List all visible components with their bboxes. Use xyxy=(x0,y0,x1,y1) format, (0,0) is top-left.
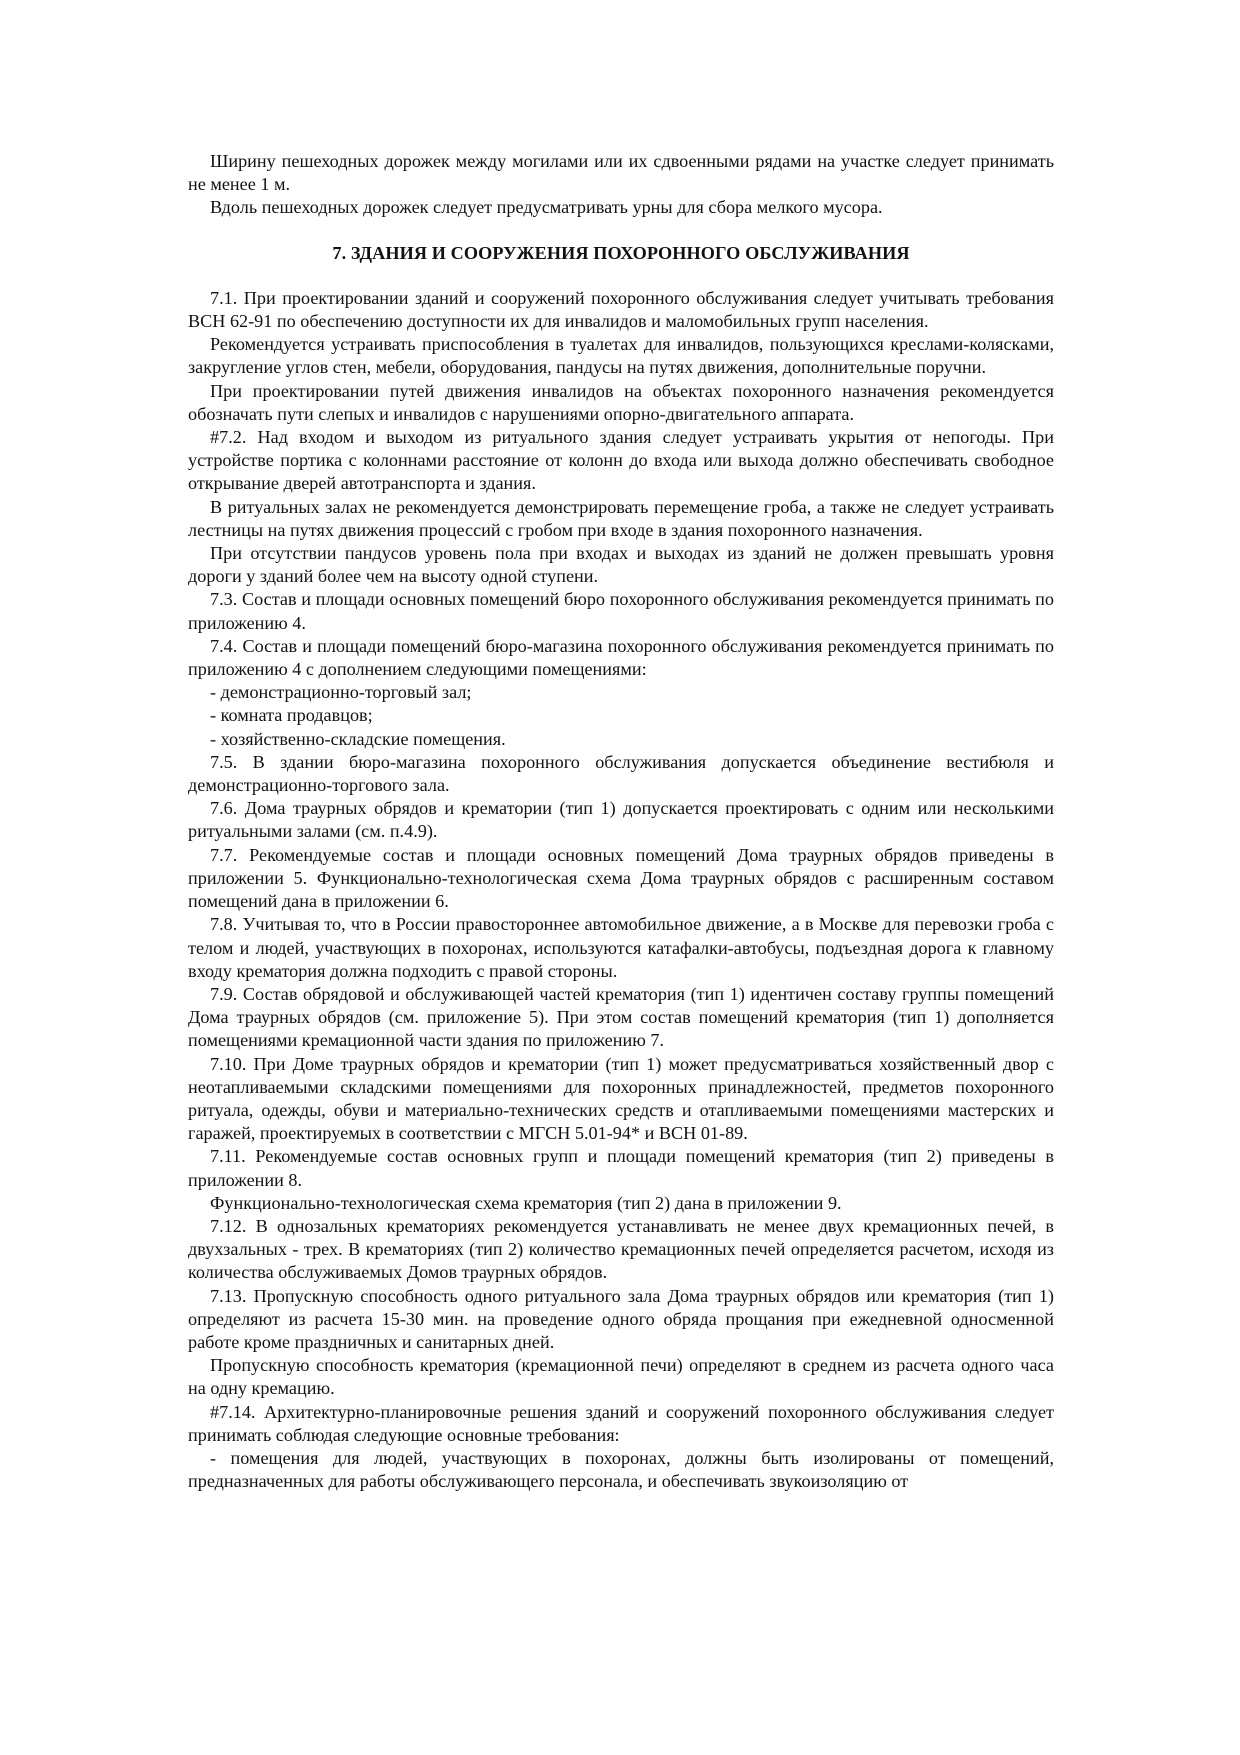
paragraph-movement-paths: При проектировании путей движения инвалидов на объектах похоронного назначения рекомендуется обозначать пути слепых и инвалидов с нарушениями опорно-двигательного аппарата. xyxy=(188,380,1054,424)
paragraph-7-12: 7.12. В однозальных крематориях рекомендуется устанавливать не менее двух кремационных печей, в двухзальных - трех. В крематориях (тип 2) количество кремационных печей определяется расчетом, исходя из количества обслуживаемых Домов траурных обрядов. xyxy=(188,1215,1054,1283)
intro-paragraph-1: Ширину пешеходных дорожек между могилами или их сдвоенными рядами на участке следует принимать не менее 1 м. xyxy=(188,151,1054,195)
section-title: 7. ЗДАНИЯ И СООРУЖЕНИЯ ПОХОРОННОГО ОБСЛУЖИВАНИЯ xyxy=(332,242,910,263)
paragraph-7-13: 7.13. Пропускную способность одного ритуального зала Дома траурных обрядов или крематория (тип 1) определяют из расчета 15-30 мин. на проведение одного обряда прощания при ежедневной односменной работе кроме праздничных и санитарных дней. xyxy=(188,1285,1054,1352)
paragraph-floor-level: При отсутствии пандусов уровень пола при входах и выходах из зданий не должен превышать уровня дороги у зданий более чем на высоту одной ступени. xyxy=(188,543,1054,587)
paragraph-ritual-halls: В ритуальных залах не рекомендуется демонстрировать перемещение гроба, а также не следует устраивать лестницы на путях движения процессий с гробом при входе в здания похоронного назначения. xyxy=(188,496,1054,540)
paragraph-7-4: 7.4. Состав и площади помещений бюро-магазина похоронного обслуживания рекомендуется принимать по приложению 4 с дополнением следующими помещениями: xyxy=(188,635,1054,680)
paragraph-7-6: 7.6. Дома траурных обрядов и крематории (тип 1) допускается проектировать с одним или несколькими ритуальными залами (см. п.4.9). xyxy=(188,798,1054,842)
list-item-storage: - хозяйственно-складские помещения. xyxy=(210,728,506,749)
paragraph-7-9: 7.9. Состав обрядовой и обслуживающей частей крематория (тип 1) идентичен составу группы помещений Дома траурных обрядов (см. приложение 5). При этом состав помещений крематория (тип 1) дополняется помещениями кремационной части здания по приложению 7. xyxy=(188,983,1054,1051)
list-item-showroom: - демонстрационно-торговый зал; xyxy=(210,682,472,703)
paragraph-accessibility-devices: Рекомендуется устраивать приспособления в туалетах для инвалидов, пользующихся креслами-колясками, закругление углов стен, мебели, оборудования, пандусы на путях движения, дополнительные поручни. xyxy=(188,334,1054,378)
paragraph-scheme-type-2: Функционально-технологическая схема крематория (тип 2) дана в приложении 9. xyxy=(210,1192,842,1213)
paragraph-7-10: 7.10. При Доме траурных обрядов и крематории (тип 1) может предусматриваться хозяйственный двор с неотапливаемыми складскими помещениями для похоронных принадлежностей, предметов похоронного ритуала, одежды, обуви и материально-технических средств и отапливаемыми помещениями мастерских и гаражей, проектируемых в соответствии с МГСН 5.01-94* и ВСН 01-89. xyxy=(188,1053,1054,1144)
document-page xyxy=(188,150,1054,1493)
paragraph-7-2: #7.2. Над входом и выходом из ритуального здания следует устраивать укрытия от непогоды. При устройстве портика с колоннами расстояние от колонн до входа или выхода должно обеспечивать свободное открывание дверей автотранспорта и здания. xyxy=(188,427,1054,494)
intro-paragraph-2: Вдоль пешеходных дорожек следует предусматривать урны для сбора мелкого мусора. xyxy=(210,197,883,218)
list-item-sellers-room: - комната продавцов; xyxy=(210,705,373,726)
paragraph-7-11: 7.11. Рекомендуемые состав основных групп и площади помещений крематория (тип 2) приведены в приложении 8. xyxy=(188,1146,1054,1190)
paragraph-7-8: 7.8. Учитывая то, что в России правостороннее автомобильное движение, а в Москве для перевозки гроба с телом и людей, участвующих в похоронах, используются катафалки-автобусы, подъездная дорога к главному входу крематория должна подходить с правой стороны. xyxy=(188,914,1054,981)
paragraph-7-5: 7.5. В здании бюро-магазина похоронного обслуживания допускается объединение вестибюля и демонстрационно-торгового зала. xyxy=(188,751,1054,796)
paragraph-7-14: #7.14. Архитектурно-планировочные решения зданий и сооружений похоронного обслуживания следует принимать соблюдая следующие основные требования: xyxy=(188,1401,1054,1445)
list-item-isolated-rooms: - помещения для людей, участвующих в похоронах, должны быть изолированы от помещений, предназначенных для работы обслуживающего персонала, и обеспечивать звукоизоляцию от xyxy=(188,1447,1054,1492)
paragraph-7-3: 7.3. Состав и площади основных помещений бюро похоронного обслуживания рекомендуется принимать по приложению 4. xyxy=(188,589,1054,633)
paragraph-7-1: 7.1. При проектировании зданий и сооружений похоронного обслуживания следует учитывать требования ВСН 62-91 по обеспечению доступности их для инвалидов и маломобильных групп населения. xyxy=(188,287,1054,332)
paragraph-7-7: 7.7. Рекомендуемые состав и площади основных помещений Дома траурных обрядов приведены в приложении 5. Функционально-технологическая схема Дома траурных обрядов с расширенным составом помещений дана в приложении 6. xyxy=(188,844,1054,912)
paragraph-cremation-capacity: Пропускную способность крематория (кремационной печи) определяют в среднем из расчета одного часа на одну кремацию. xyxy=(188,1355,1054,1399)
